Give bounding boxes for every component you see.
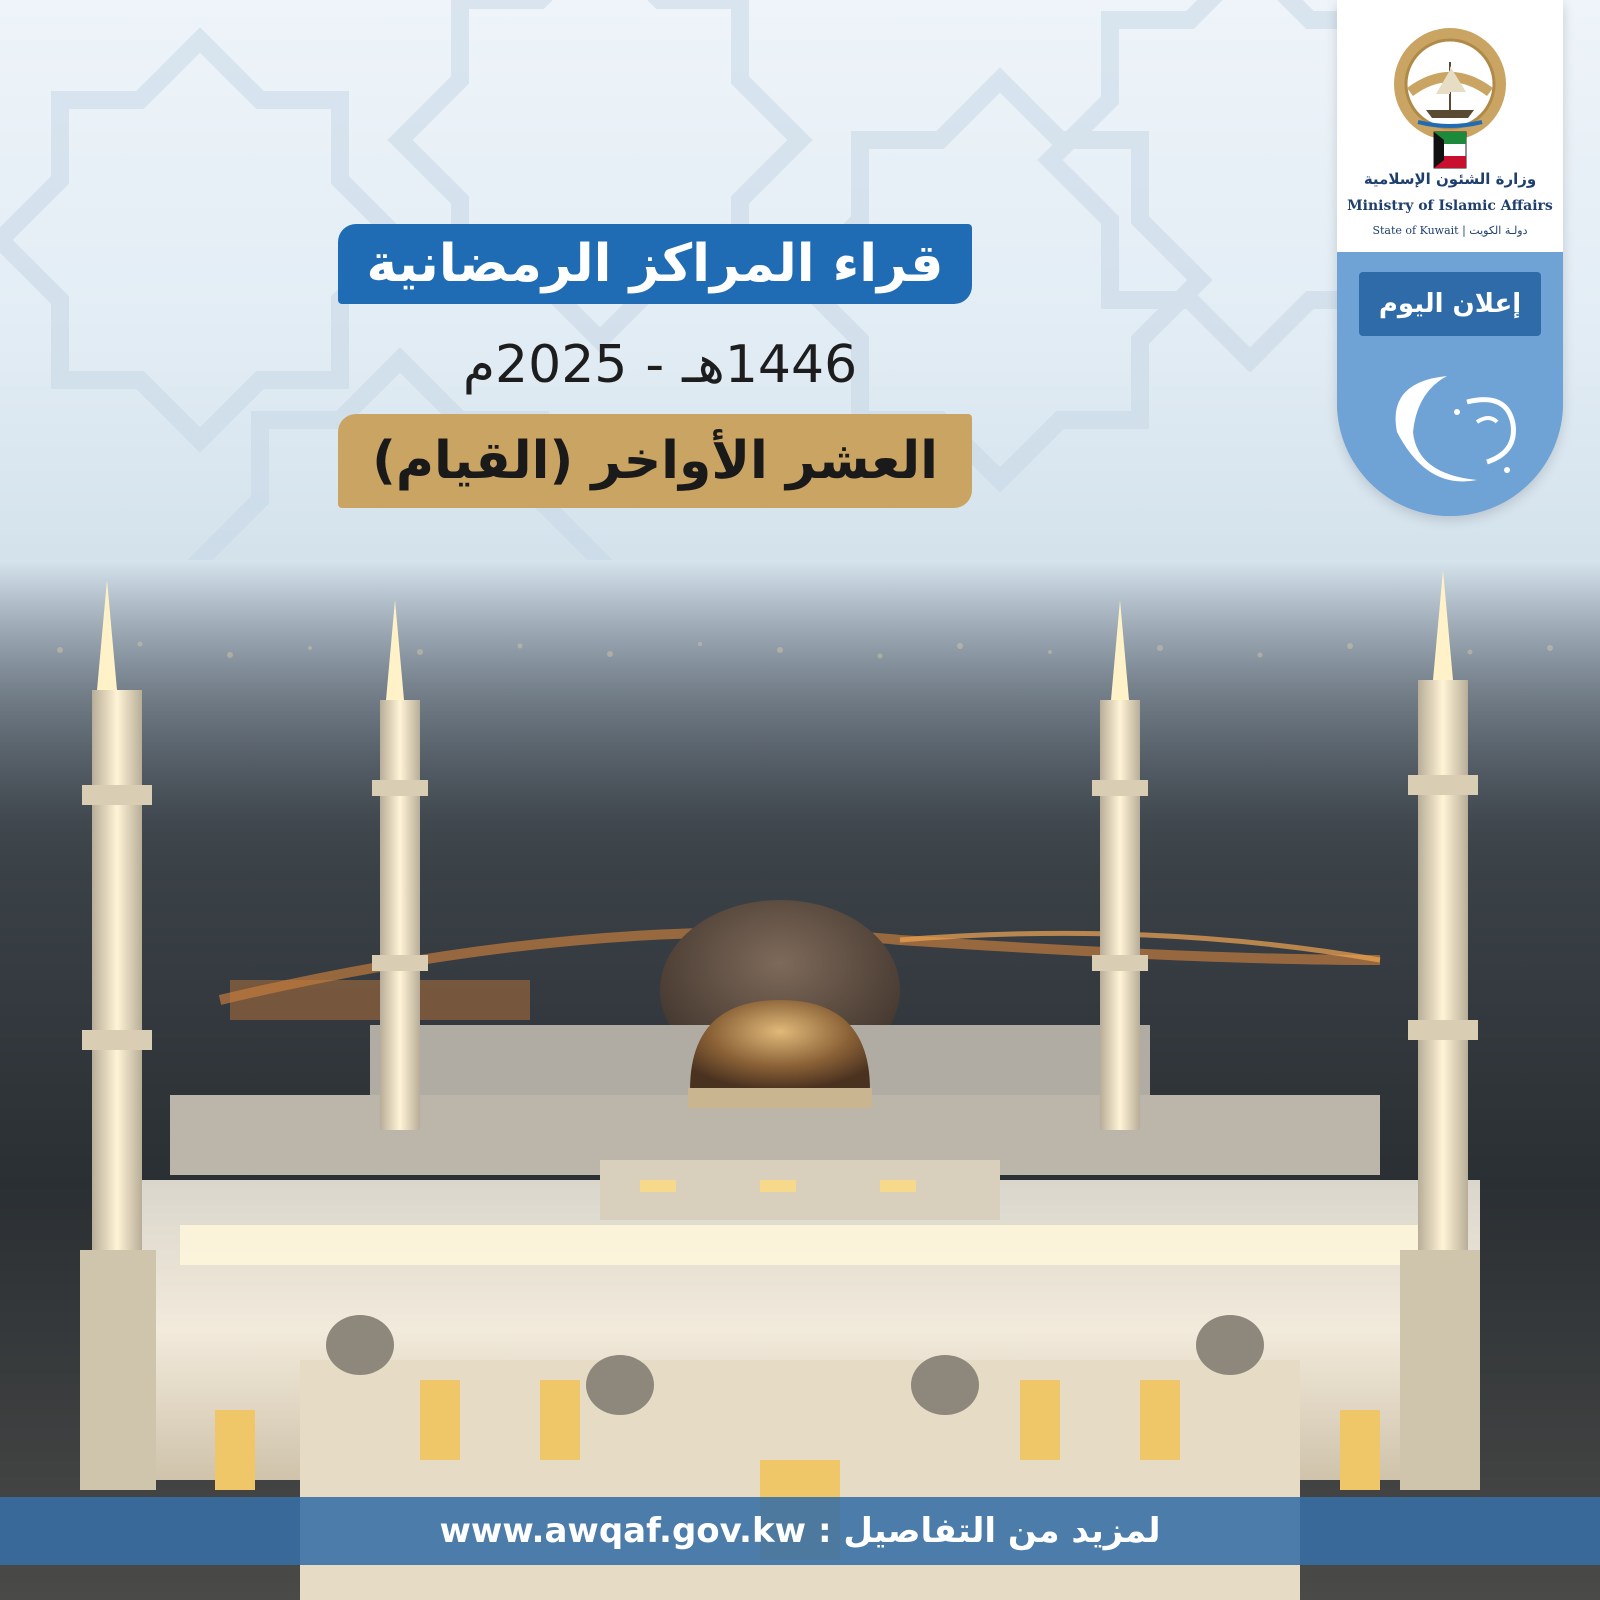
state-ar: دولـة الكويت: [1469, 224, 1528, 237]
footer-bar: [0, 1497, 1600, 1565]
footer-label: لمزيد من التفاصيل :: [817, 1511, 1161, 1551]
year-line: [390, 330, 930, 400]
mosque-photo: [0, 560, 1600, 1600]
poster-subtitle: العشر الأواخر (القيام): [338, 414, 972, 508]
year-separator: -: [645, 335, 665, 395]
ramadan-calligraphy-icon: [1357, 362, 1543, 502]
ministry-name-ar: وزارة الشئون الإسلامية: [1363, 170, 1537, 188]
state-separator: |: [1462, 224, 1466, 237]
ministry-panel: [1337, 0, 1563, 516]
ministry-name-en: Ministry of Islamic Affairs: [1347, 198, 1553, 214]
announcement-badge: إعلان اليوم: [1359, 272, 1541, 336]
state-en: State of Kuwait: [1372, 224, 1459, 237]
poster-title: قراء المراكز الرمضانية: [338, 224, 972, 304]
kuwait-seal-icon: [1388, 22, 1512, 172]
year-hijri: 1446هـ: [682, 335, 858, 395]
website-link[interactable]: www.awqaf.gov.kw: [439, 1511, 806, 1551]
year-gregorian: 2025م: [462, 335, 628, 395]
state-line: [1337, 224, 1563, 237]
